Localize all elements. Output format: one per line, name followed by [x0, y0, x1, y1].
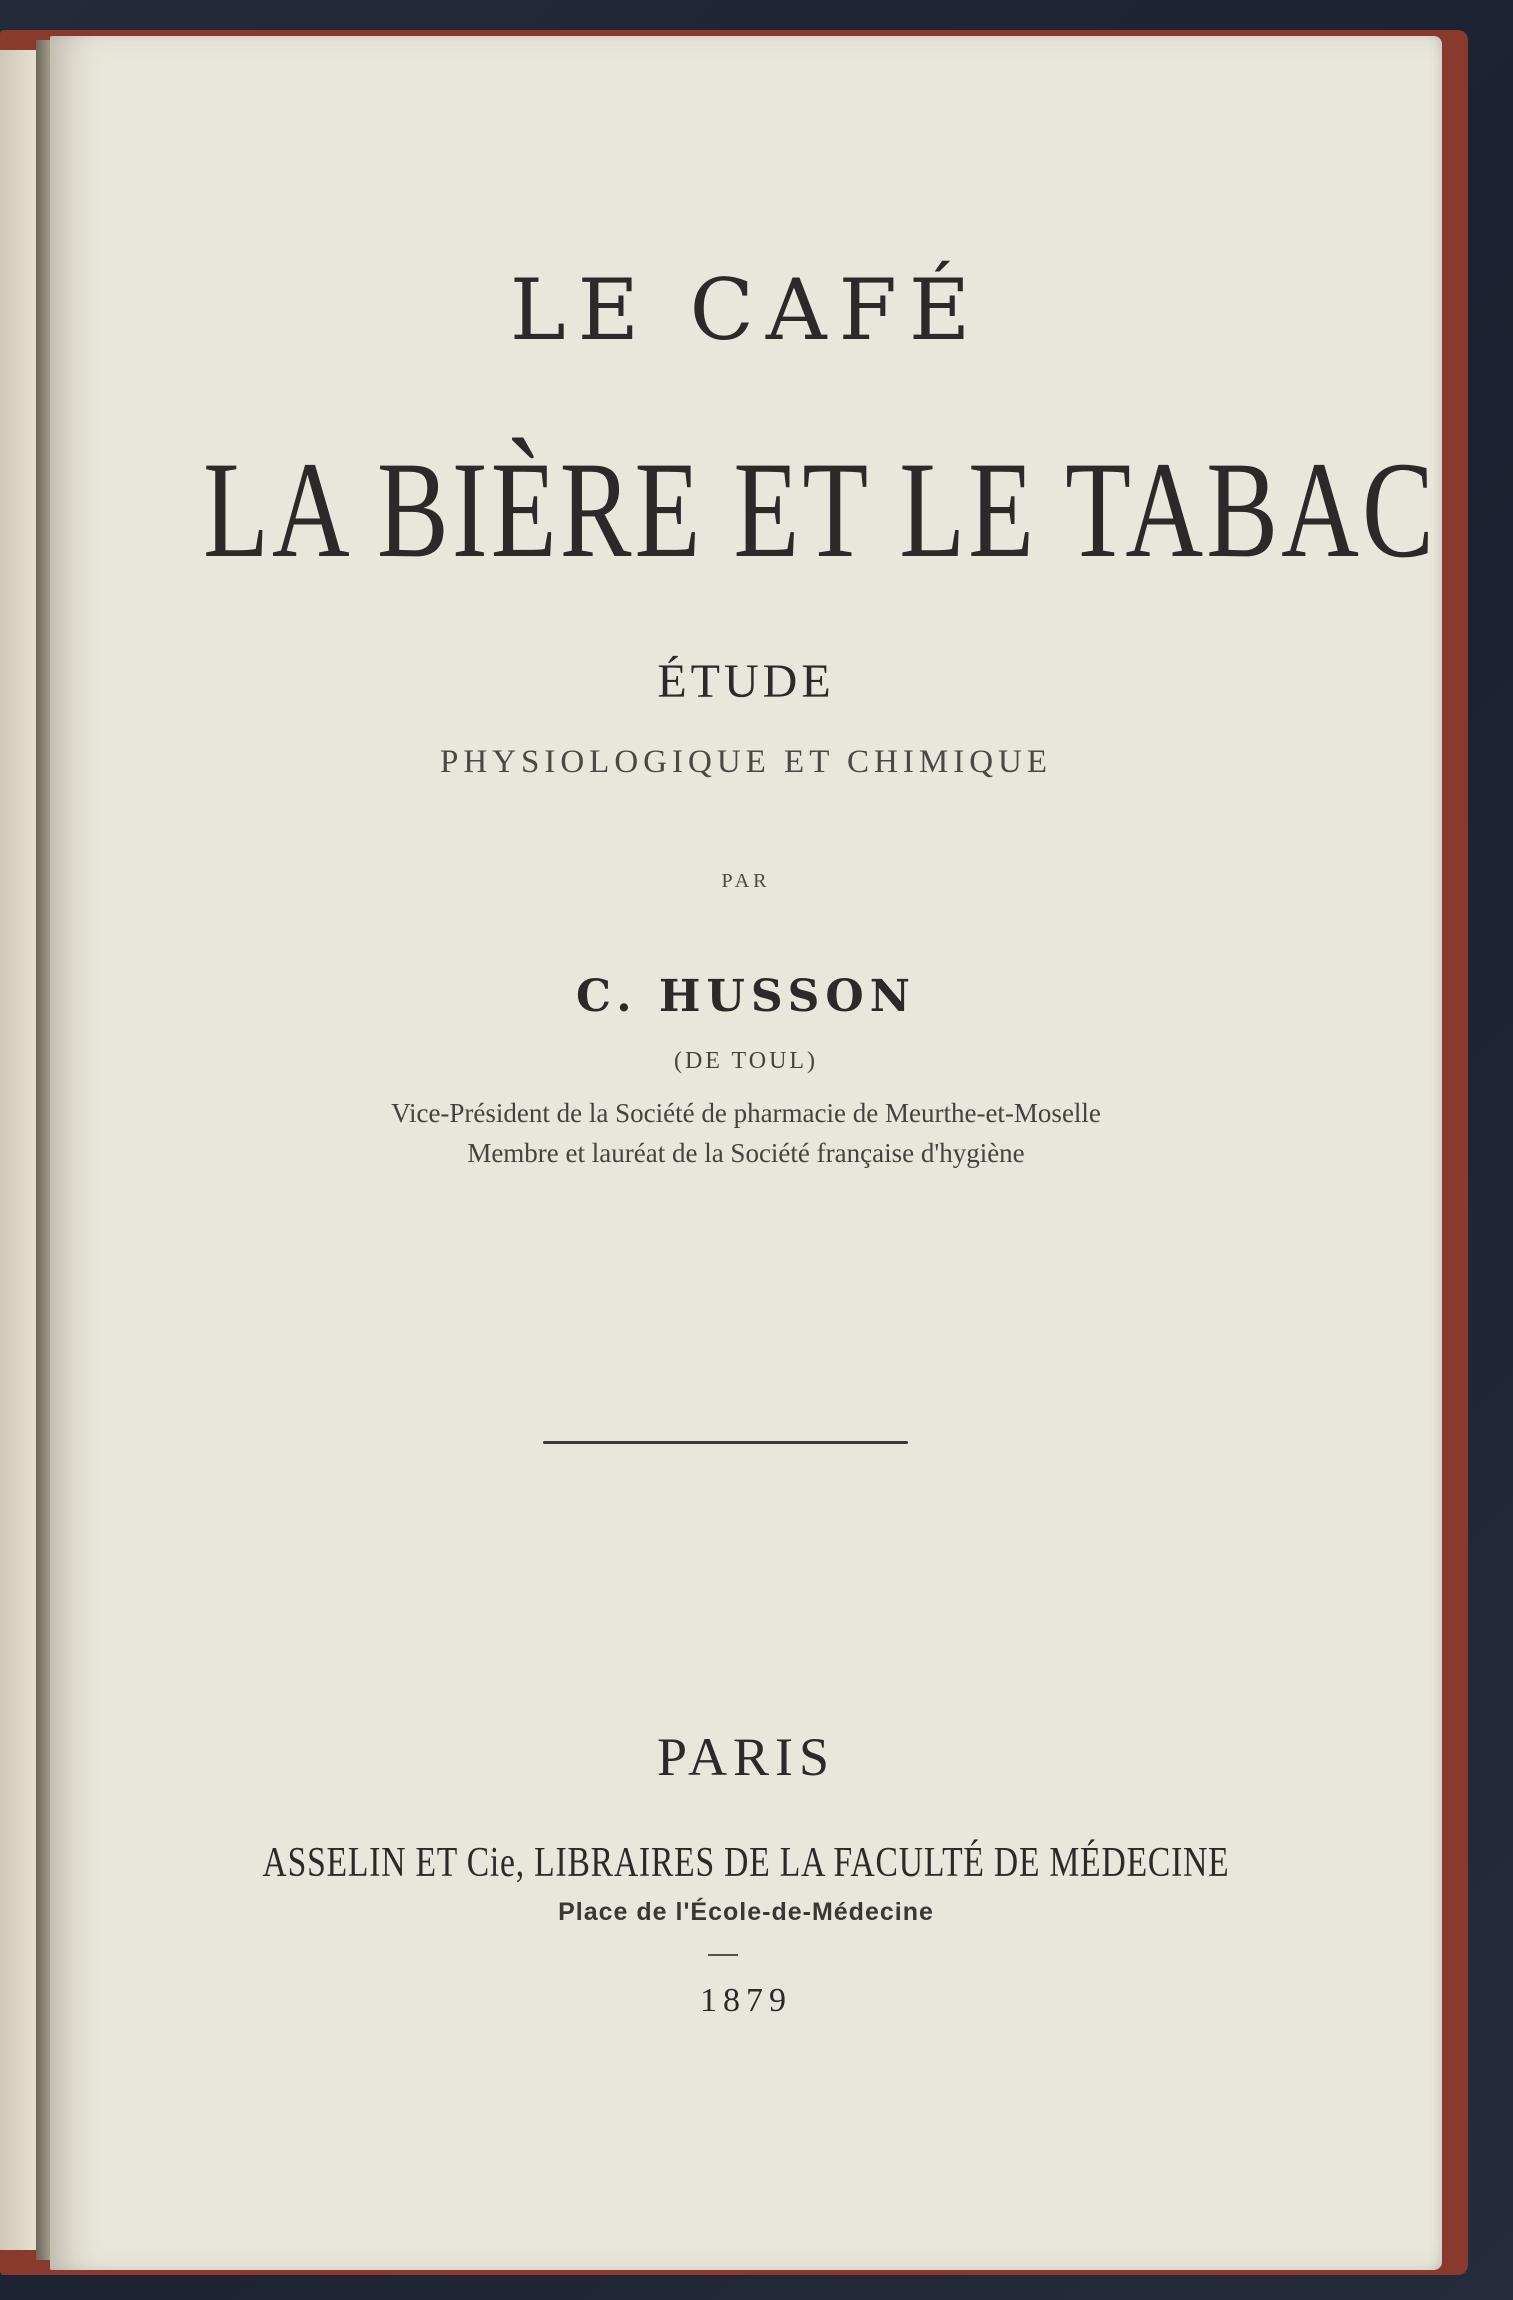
short-rule — [708, 1954, 738, 1956]
author-role-1: Vice-Président de la Société de pharmacie de Meurthe-et-Moselle — [391, 1098, 1101, 1128]
by-label: PAR — [721, 870, 771, 892]
publication-year: 1879 — [700, 1982, 792, 2019]
author-name: C. HUSSON — [576, 971, 916, 1022]
publisher-name: ASSELIN ET Cie, LIBRAIRES DE LA FACULTÉ DE MÉDECINE — [262, 1840, 1230, 1886]
subtitle-detail: PHYSIOLOGIQUE ET CHIMIQUE — [439, 744, 1053, 780]
title-line-2: LA BIÈRE ET LE TABAC — [203, 433, 1437, 586]
title-page — [50, 36, 1442, 2270]
author-origin: (DE TOUL) — [673, 1048, 819, 1074]
publication-city: PARIS — [656, 1727, 836, 1787]
title-line-1: LE CAFÉ — [509, 261, 983, 359]
subtitle: ÉTUDE — [657, 655, 835, 708]
author-role-2: Membre et lauréat de la Société française d'hygiène — [467, 1138, 1025, 1168]
publisher-address: Place de l'École-de-Médecine — [558, 1898, 934, 1926]
ornamental-divider — [543, 1441, 908, 1444]
